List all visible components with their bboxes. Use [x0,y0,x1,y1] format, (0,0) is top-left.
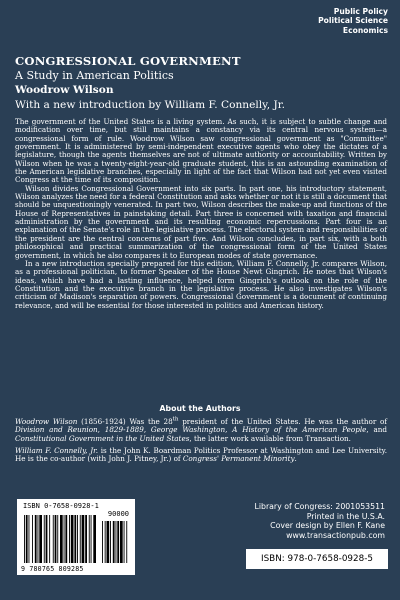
colophon-line: www.transactionpub.com [286,530,385,540]
isbn-box: ISBN: 978-0-7658-0928-5 [246,549,388,569]
colophon [215,502,385,540]
category-label: Political Science [318,16,388,26]
barcode-panel [17,499,135,575]
book-author: Woodrow Wilson [15,84,114,96]
colophon-line: Printed in the U.S.A. [306,511,385,521]
introduction-credit: With a new introduction by William F. Connelly, Jr. [15,99,285,111]
category-label: Public Policy [333,7,388,16]
work-title: George Washington [150,425,226,435]
description-paragraph: In a new introduction specially prepared for this edition, William F. Connelly, Jr. compares Wilson, as a professional politician, to former Speaker of the House Newt Gingrich. He notes that Wilson's ideas, which have had a lasting influence, helped form Gingrich's outlook on the role of the Constitution and the executive branch in the legislative process. He also investigates Wilson's criticism of Madison's separation of powers. Congressional Government is a document of continuing relevance, and will be essential for those interested in politics and American history. [15,258,387,310]
description-paragraph: Wilson divides Congressional Government into six parts. In part one, his introductory statement, Wilson analyzes the need for a federal Constitution and asks whether or not it is still a document that should be unquestioningly venerated. In part two, Wilson describes the make-up and functions of the House of Representatives in painstaking detail. Part three is concerned with taxation and financial administration by the government and its resulting economic repercussions. Part four is an explanation of the Senate's role in the legislative process. The electoral system and responsibilities of the president are the central concerns of part five. And Wilson concludes, in part six, with a both philosophical and practical summarization of the congressional form of the United States government, in which he also compares it to European modes of state governance. [15,183,387,260]
work-title: A History of the American People [232,425,367,435]
bio-connelly: William F. Connelly, Jr. is the John K. Boardman Politics Professor at Washington and Lee University. He is the co-author (with John J. Pitney, Jr.) of Congress' Permanent Minority. [15,446,388,464]
subject-categories [318,7,388,35]
barcode-icon [22,511,130,565]
work-title: Constitutional Government in the United States [15,433,190,443]
book-title: CONGRESSIONAL GOVERNMENT [15,54,241,68]
book-subtitle: A Study in American Politics [15,69,174,82]
book-description [15,118,387,310]
category-label: Economics [342,25,388,35]
book-header [15,55,390,112]
barcode-digits: 9 780765 809285 [21,565,84,573]
bio-name: Woodrow Wilson [15,417,78,426]
description-paragraph: The government of the United States is a living system. As such, it is subject to subtle change and modification over time, but still maintains a constancy via its central nervous system—a congressional form of rule. Woodrow Wilson saw congressional government as "Committee" government. It is administered by semi-independent executive agents who obey the dictates of a legislature, though the agents themselves are not of ultimate authority or accountability. Written by Wilson when he was a twenty-eight-year-old graduate student, this is an astounding examination of the American legislative branches, especially in light of the fact that Wilson had not yet even visited Congress at the time of its composition. [15,117,387,185]
author-bios [15,418,387,468]
work-title: Congress' Permanent Minority [182,454,295,464]
barcode-addon-number: 90000 [107,510,129,518]
colophon-line: Cover design by Ellen F. Kane [270,521,385,531]
bio-wilson: Woodrow Wilson (1856-1924) Was the 28th president of the United States. He was the author of Division and Reunion, 1829-1889, George Washington, A History of the American People, and Constitutional Government in the United States, the latter work available from Transaction. [15,416,388,443]
colophon-line: Library of Congress: 2001053511 [254,502,385,511]
work-title: Division and Reunion, 1829-1889 [15,425,144,435]
bio-name: William F. Connelly, Jr. [15,446,99,456]
barcode-isbn-label: ISBN 0-7658-0928-1 [23,502,99,510]
about-authors-heading: About the Authors [159,404,241,413]
